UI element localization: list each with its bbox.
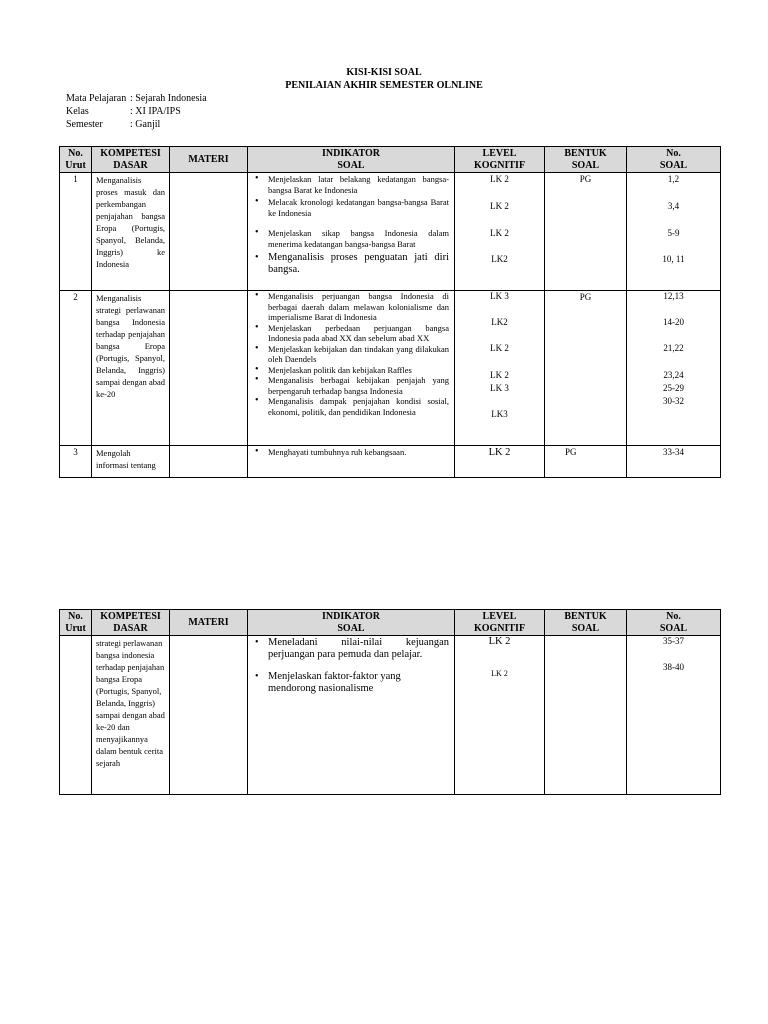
nosoal-value: 10, 11: [662, 254, 685, 264]
indicator-item: • Menjelaskan kebijakan dan tindakan yang dilakukan oleh Daendels: [254, 344, 449, 365]
nosoal-value: 35-37: [663, 636, 684, 646]
indicator-item: • Meneladani nilai-nilai kejuangan perjuangan para pemuda dan pelajar.: [254, 637, 449, 661]
col-header-materi: MATERI: [170, 147, 248, 173]
table-row: [60, 636, 721, 795]
nosoal-cell: [627, 291, 721, 446]
level-value: LK 2: [455, 446, 545, 478]
kompetensi-dasar: strategi perlawanan bangsa indonesia terhadap penjajahan bangsa Eropa (Portugis, Spanyol, Belanda, Inggris) sampai dengan abad ke-20 dan menyajikannya dalam bentuk cerita sejarah: [92, 636, 170, 795]
nosoal-value: 25-29: [663, 383, 684, 393]
nosoal-value: 21,22: [663, 343, 684, 353]
nosoal-value: 33-34: [627, 446, 721, 478]
doc-title: KISI-KISI SOAL: [346, 67, 422, 78]
bentuk-cell: PG: [545, 446, 627, 478]
col-header-nosoal: No. SOAL: [627, 610, 721, 636]
col-header-bentuk: BENTUK SOAL: [545, 610, 627, 636]
kompetensi-dasar: Menganalisis strategi perlawanan bangsa Indonesia terhadap penjajahan bangsa Eropa (Portugis, Spanyol, Belanda, Inggris) sampai dengan abad ke-20: [92, 291, 170, 446]
meta-label: Semester: [66, 119, 103, 130]
indicator-item: • Menganalisis proses penguatan jati diri bangsa.: [254, 252, 449, 276]
nosoal-value: 1,2: [667, 174, 680, 184]
indicator-item: • Melacak kronologi kedatangan bangsa-bangsa Barat ke Indonesia: [254, 197, 449, 218]
level-value: LK 2: [490, 201, 509, 211]
materi-cell: [170, 636, 248, 795]
kompetensi-dasar: Menganalisis proses masuk dan perkembangan penjajahan bangsa Eropa (Portugis, Spanyol, Belanda, Inggris) ke Indonesia: [92, 173, 170, 291]
col-header-no: No. Urut: [60, 147, 92, 173]
col-header-level: LEVEL KOGNITIF: [455, 610, 545, 636]
row-number: 3: [60, 446, 92, 478]
meta-subject: [66, 92, 207, 105]
kisi-table-2: [59, 609, 721, 795]
level-cell: [455, 173, 545, 291]
level-value: LK 3: [490, 383, 509, 393]
col-header-no: No. Urut: [60, 610, 92, 636]
materi-cell: [170, 291, 248, 446]
level-value: LK 2: [490, 370, 509, 380]
row-number: 2: [60, 291, 92, 446]
table-header-row: [60, 147, 721, 173]
col-header-indikator: INDIKATOR SOAL: [248, 147, 455, 173]
bentuk-cell: PG: [545, 291, 627, 446]
indikator-cell: [248, 446, 455, 478]
nosoal-value: 38-40: [663, 662, 684, 672]
col-header-level: LEVEL KOGNITIF: [455, 147, 545, 173]
table-header-row: [60, 610, 721, 636]
indicator-item: • Menjelaskan perbedaan perjuangan bangsa Indonesia pada abad XX dan sebelum abad XX: [254, 323, 449, 344]
level-value: LK3: [491, 409, 508, 419]
meta-label: Mata Pelajaran: [66, 93, 127, 104]
indikator-cell: [248, 636, 455, 795]
nosoal-value: 3,4: [667, 201, 680, 211]
nosoal-value: 14-20: [663, 317, 684, 327]
col-header-indikator: INDIKATOR SOAL: [248, 610, 455, 636]
table-row: [60, 291, 721, 446]
nosoal-value: 12,13: [663, 291, 684, 301]
nosoal-cell: [627, 173, 721, 291]
indicator-item: • Menjelaskan sikap bangsa Indonesia dalam menerima kedatangan bangsa-bangsa Barat: [254, 228, 449, 249]
meta-semester: [66, 118, 160, 131]
indicator-item: • Menghayati tumbuhnya ruh kebangsaan.: [254, 447, 449, 458]
col-header-kd: KOMPETESI DASAR: [92, 147, 170, 173]
doc-subtitle: PENILAIAN AKHIR SEMESTER OLNLINE: [285, 80, 483, 91]
kompetensi-dasar: Mengolah informasi tentang: [92, 446, 170, 478]
indikator-cell: [248, 291, 455, 446]
col-header-nosoal: No. SOAL: [627, 147, 721, 173]
level-cell: [455, 291, 545, 446]
level-value: LK2: [491, 254, 508, 264]
indicator-item: • Menjelaskan latar belakang kedatangan bangsa-bangsa Barat ke Indonesia: [254, 174, 449, 195]
indicator-item: • Menganalisis perjuangan bangsa Indonesia di berbagai daerah dalam melawan kolonialisme dan imperialisme Barat di Indonesia: [254, 291, 449, 323]
indicator-item: • Menganalisis dampak penjajahan kondisi sosial, ekonomi, politik, dan pendidikan Indonesia: [254, 396, 449, 417]
indicator-item: • Menjelaskan faktor-faktor yang mendorong nasionalisme: [254, 671, 449, 695]
meta-class: [66, 105, 181, 118]
meta-value: : Ganjil: [130, 119, 161, 130]
row-number: 1: [60, 173, 92, 291]
level-value: LK 2: [491, 669, 508, 678]
col-header-materi: MATERI: [170, 610, 248, 636]
level-value: LK 2: [490, 174, 509, 184]
meta-value: : Sejarah Indonesia: [130, 93, 207, 104]
row-number: [60, 636, 92, 795]
indicator-item: • Menganalisis berbagai kebijakan penjajah yang berpengaruh terhadap bangsa Indonesia: [254, 375, 449, 396]
bentuk-cell: [545, 636, 627, 795]
meta-label: Kelas: [66, 106, 89, 117]
nosoal-value: 30-32: [663, 396, 684, 406]
materi-cell: [170, 173, 248, 291]
bentuk-cell: PG: [545, 173, 627, 291]
level-cell: [455, 636, 545, 795]
table-row: [60, 173, 721, 291]
indicator-item: • Menjelaskan politik dan kebijakan Raffles: [254, 365, 449, 376]
nosoal-cell: [627, 636, 721, 795]
level-value: LK 2: [490, 228, 509, 238]
nosoal-value: 5-9: [667, 228, 680, 238]
col-header-kd: KOMPETESI DASAR: [92, 610, 170, 636]
kisi-table-1: [59, 146, 721, 478]
indikator-cell: [248, 173, 455, 291]
col-header-bentuk: BENTUK SOAL: [545, 147, 627, 173]
meta-value: : XI IPA/IPS: [130, 106, 181, 117]
materi-cell: [170, 446, 248, 478]
nosoal-value: 23,24: [663, 370, 684, 380]
table-row: [60, 446, 721, 478]
level-value: LK 3: [490, 291, 509, 301]
level-value: LK2: [491, 317, 508, 327]
level-value: LK 2: [490, 343, 509, 353]
level-value: LK 2: [488, 636, 511, 647]
